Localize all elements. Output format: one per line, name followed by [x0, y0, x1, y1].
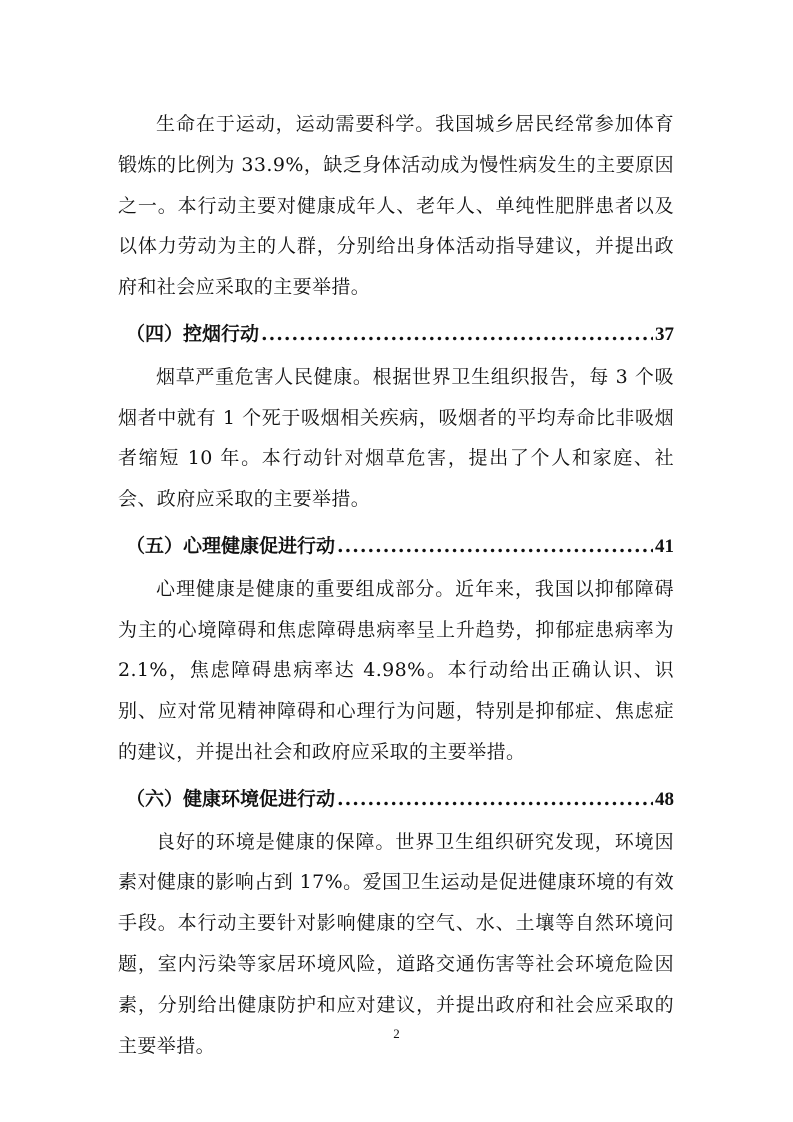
- section-paragraph-tobacco-control: 烟草严重危害人民健康。根据世界卫生组织报告，每 3 个吸烟者中就有 1 个死于吸烟相关疾病，吸烟者的平均寿命比非吸烟者缩短 10 年。本行动针对烟草危害，提出了个人和家庭、社会、政府应采取的主要举措。: [118, 365, 674, 511]
- toc-page-number: 48: [655, 788, 674, 810]
- toc-entry-mental-health[interactable]: [118, 526, 674, 567]
- toc-page-number: 37: [655, 323, 674, 345]
- document-body: [118, 104, 674, 1066]
- section-paragraph-healthy-environment: 良好的环境是健康的保障。世界卫生组织研究发现，环境因素对健康的影响占到 17%。爱国卫生运动是促进健康环境的有效手段。本行动主要针对影响健康的空气、水、土壤等自然环境问题，室内污染等家居环境风险，道路交通伤害等社会环境危险因素，分别给出健康防护和应对建议，并提出政府和社会应采取的主要举措。: [118, 830, 674, 1057]
- toc-entry-title: （五）心理健康促进行动: [126, 534, 336, 557]
- toc-entry-tobacco-control[interactable]: [118, 314, 674, 355]
- toc-dot-leader: [337, 526, 653, 567]
- toc-entry-title: （四）控烟行动: [126, 322, 260, 345]
- toc-entry-healthy-environment[interactable]: [118, 779, 674, 820]
- toc-dot-leader: [261, 314, 653, 355]
- toc-dot-leader: [337, 779, 653, 820]
- page-number: 2: [393, 1026, 400, 1041]
- toc-page-number: 41: [655, 535, 674, 557]
- section-paragraph-mental-health: 心理健康是健康的重要组成部分。近年来，我国以抑郁障碍为主的心境障碍和焦虑障碍患病率呈上升趋势，抑郁症患病率为 2.1%，焦虑障碍患病率达 4.98%。本行动给出正确认识、识别、应对常见精神障碍和心理行为问题，特别是抑郁症、焦虑症的建议，并提出社会和政府应采取的主要举措。: [118, 577, 674, 763]
- toc-entry-title: （六）健康环境促进行动: [126, 787, 336, 810]
- intro-paragraph: 生命在于运动，运动需要科学。我国城乡居民经常参加体育锻炼的比例为 33.9%，缺乏身体活动成为慢性病发生的主要原因之一。本行动主要对健康成年人、老年人、单纯性肥胖患者以及以体力劳动为主的人群，分别给出身体活动指导建议，并提出政府和社会应采取的主要举措。: [118, 113, 674, 299]
